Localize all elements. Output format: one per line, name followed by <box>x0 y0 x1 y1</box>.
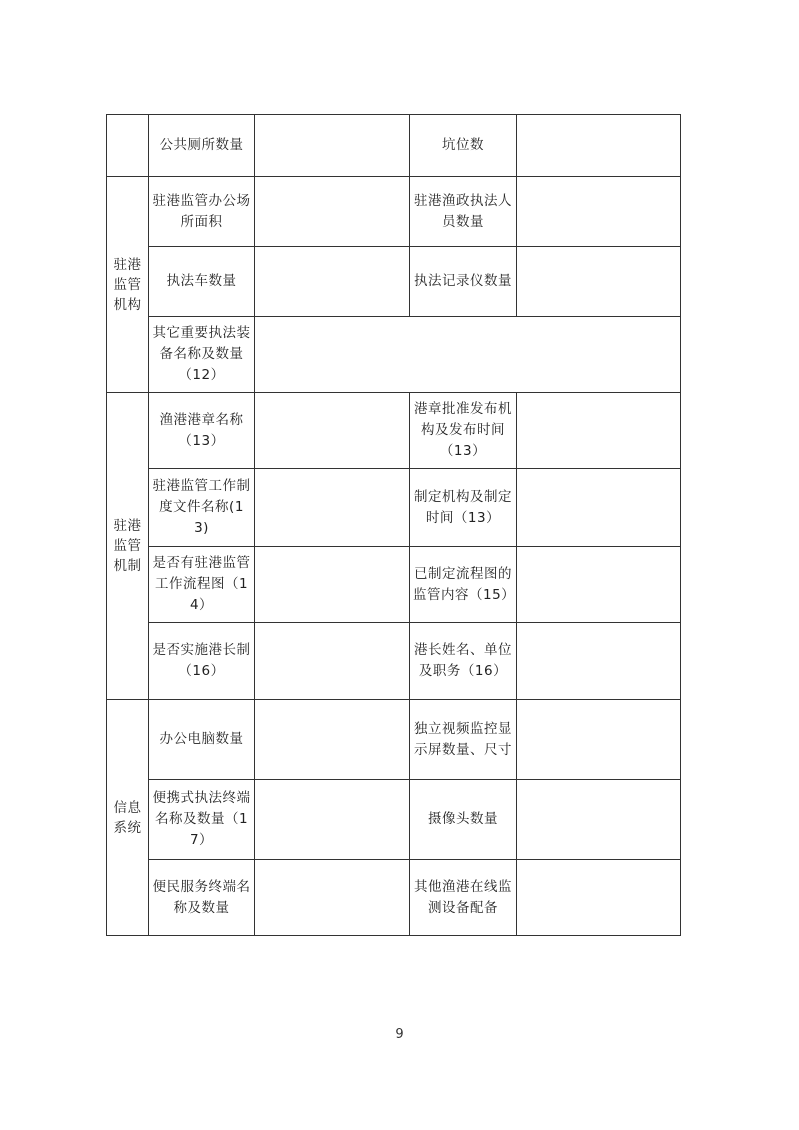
field-label-port-charter: 渔港港章名称 （13） <box>149 393 255 469</box>
table-row <box>107 469 681 547</box>
table-row <box>107 623 681 700</box>
table-row <box>107 393 681 469</box>
table-row <box>107 177 681 247</box>
field-value-flowchart[interactable] <box>255 547 410 623</box>
field-label-flowchart: 是否有驻港监管 工作流程图（14） <box>149 547 255 623</box>
field-value-harbor-chief[interactable] <box>255 623 410 700</box>
field-label-work-rules: 驻港监管工作制 度文件名称(13) <box>149 469 255 547</box>
field-value-charter-approval[interactable] <box>517 393 681 469</box>
field-value-cameras[interactable] <box>517 780 681 860</box>
field-value-rules-author[interactable] <box>517 469 681 547</box>
field-label-vehicles: 执法车数量 <box>149 247 255 317</box>
field-value-port-charter[interactable] <box>255 393 410 469</box>
field-label-toilet-stalls: 坑位数 <box>410 115 517 177</box>
table-row <box>107 547 681 623</box>
table-row <box>107 317 681 393</box>
field-value-monitor-screens[interactable] <box>517 700 681 780</box>
field-label-office-computers: 办公电脑数量 <box>149 700 255 780</box>
field-value-enforcement-staff[interactable] <box>517 177 681 247</box>
field-label-enforcement-staff: 驻港渔政执法人 员数量 <box>410 177 517 247</box>
field-value-portable-terminals[interactable] <box>255 780 410 860</box>
field-label-harbor-chief: 是否实施港长制 （16） <box>149 623 255 700</box>
field-value-service-terminals[interactable] <box>255 860 410 936</box>
field-label-rules-author: 制定机构及制定 时间（13） <box>410 469 517 547</box>
field-label-online-monitoring: 其他渔港在线监 测设备配备 <box>410 860 517 936</box>
field-value-work-rules[interactable] <box>255 469 410 547</box>
field-label-service-terminals: 便民服务终端名 称及数量 <box>149 860 255 936</box>
page-number: 9 <box>395 1027 404 1042</box>
table-row <box>107 860 681 936</box>
table-row <box>107 115 681 177</box>
section-label-supervision-agency: 驻港 监管 机构 <box>107 177 149 393</box>
field-label-flowchart-content: 已制定流程图的 监管内容（15） <box>410 547 517 623</box>
field-value-flowchart-content[interactable] <box>517 547 681 623</box>
field-value-toilet-stalls[interactable] <box>517 115 681 177</box>
table-row <box>107 780 681 860</box>
section-label-empty <box>107 115 149 177</box>
field-value-online-monitoring[interactable] <box>517 860 681 936</box>
field-label-charter-approval: 港章批准发布机 构及发布时间 （13） <box>410 393 517 469</box>
field-label-office-area: 驻港监管办公场 所面积 <box>149 177 255 247</box>
field-value-public-toilets[interactable] <box>255 115 410 177</box>
field-value-vehicles[interactable] <box>255 247 410 317</box>
section-label-supervision-mechanism: 驻港 监管 机制 <box>107 393 149 700</box>
field-label-portable-terminals: 便携式执法终端 名称及数量（17） <box>149 780 255 860</box>
field-label-public-toilets: 公共厕所数量 <box>149 115 255 177</box>
field-value-office-computers[interactable] <box>255 700 410 780</box>
info-form-table <box>106 114 681 936</box>
field-label-cameras: 摄像头数量 <box>410 780 517 860</box>
table-row <box>107 247 681 317</box>
field-label-recorders: 执法记录仪数量 <box>410 247 517 317</box>
field-label-other-equipment: 其它重要执法装 备名称及数量 （12） <box>149 317 255 393</box>
field-value-recorders[interactable] <box>517 247 681 317</box>
section-label-information-system: 信息 系统 <box>107 700 149 936</box>
field-value-chief-details[interactable] <box>517 623 681 700</box>
field-label-monitor-screens: 独立视频监控显 示屏数量、尺寸 <box>410 700 517 780</box>
field-label-chief-details: 港长姓名、单位 及职务（16） <box>410 623 517 700</box>
table-row <box>107 700 681 780</box>
field-value-office-area[interactable] <box>255 177 410 247</box>
field-value-other-equipment[interactable] <box>255 317 681 393</box>
